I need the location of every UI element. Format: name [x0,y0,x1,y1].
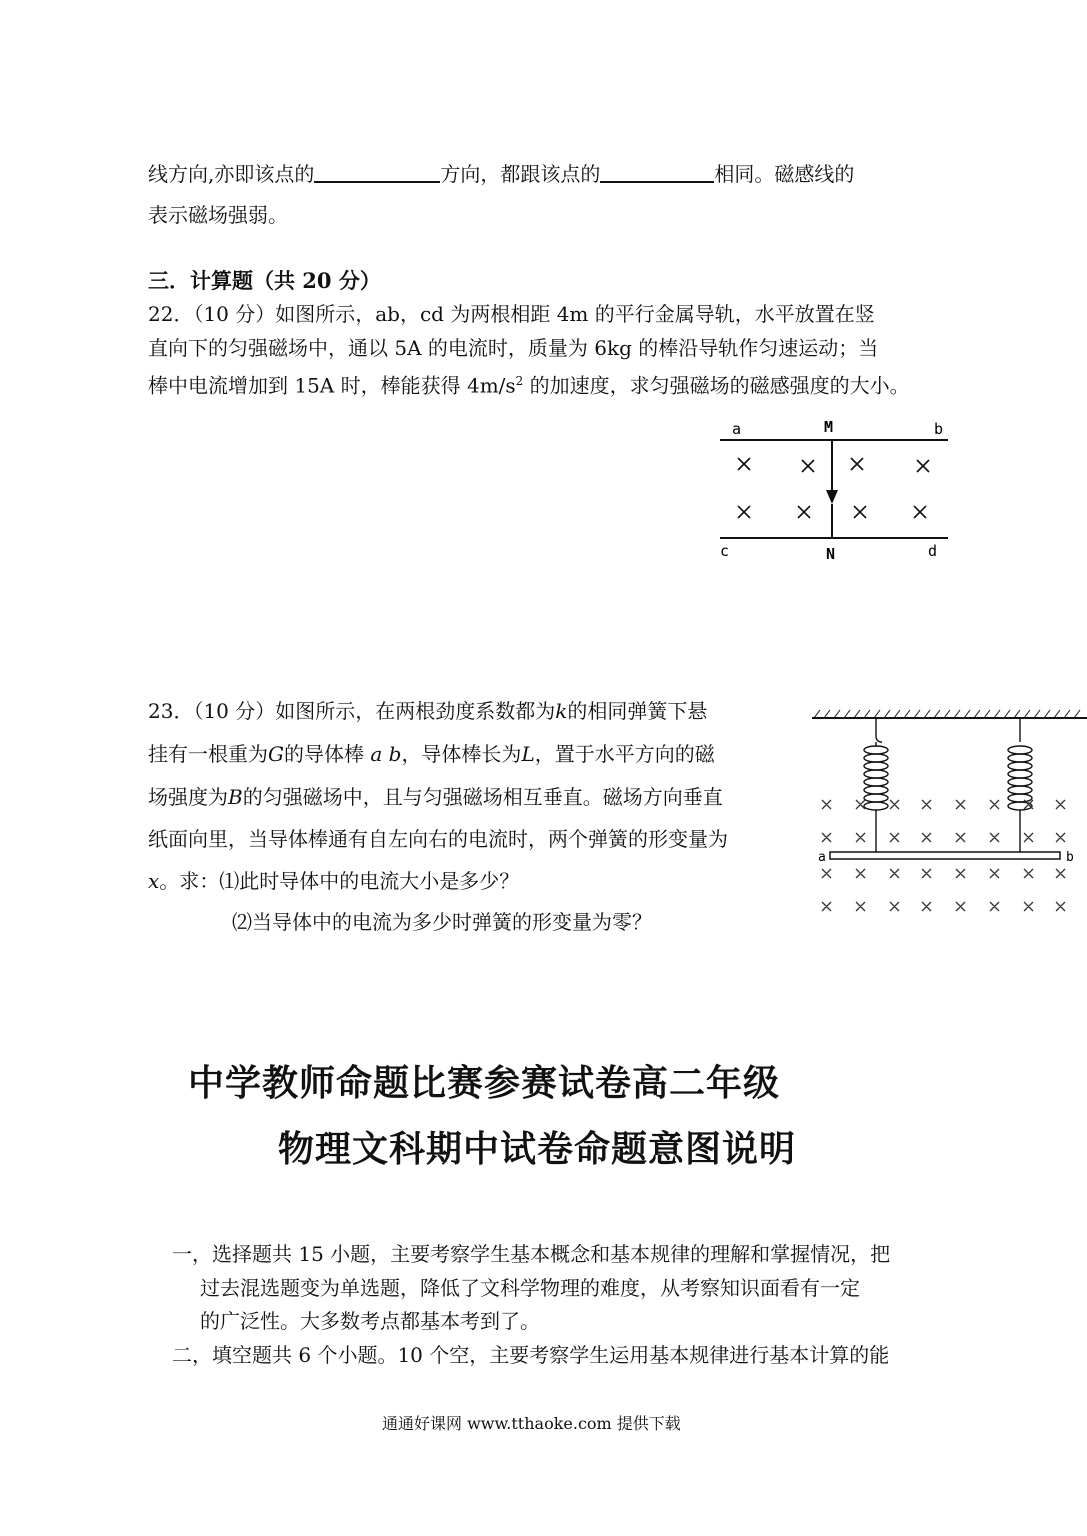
explanation-p1-line-2: 过去混选题变为单选题，降低了文科学物理的难度，从考察知识面看有一定 [200,1276,860,1300]
q23-line-4: 纸面向里，当导体棒通有自左向右的电流时，两个弹簧的形变量为 [148,827,728,851]
q23-line-1 [148,697,707,725]
ceiling-hatching [814,710,1080,718]
section-heading: 三．计算题（共 20 分） [148,268,381,293]
cross-mark [914,506,926,518]
fill-in-text-2: 方向，都跟该点的 [440,162,601,186]
answer-blank-1 [314,161,440,183]
label-b: b [1066,850,1074,865]
q23-text: 的匀强磁场中，且与匀强磁场相互垂直。磁场方向垂直 [242,785,723,809]
q22-line-2: 直向下的匀强磁场中，通以 5A 的电流时，质量为 6kg 的棒沿导轨作匀速运动；当 [148,336,879,360]
q23-text: 场强度为 [148,785,228,809]
var-B: B [228,785,243,809]
superscript: 2 [515,374,524,388]
q22-line-3-text-b: 的加速度，求匀强磁场的磁感强度的大小。 [523,373,910,398]
label-M: M [824,418,834,436]
q22-line-3-text: 棒中电流增加到 15A 时，棒能获得 4m/s [148,373,516,398]
answer-blank-2 [600,161,714,183]
var-L: L [521,742,535,766]
field-cross-marks [738,458,929,518]
page-footer: 通通好课网 www.tthaoke.com 提供下载 [382,1414,681,1433]
q22-rail-figure [710,410,960,570]
q22-line-1: 22．（10 分）如图所示，ab，cd 为两根相距 4m 的平行金属导轨，水平放置在竖 [148,302,875,326]
var-ab: a b [370,742,402,766]
q23-text: 的导体棒 [283,742,364,766]
label-d: d [928,542,938,560]
fill-in-line-1 [148,160,854,188]
explanation-p2-line-1: 二，填空题共 6 个小题。10 个空，主要考察学生运用基本规律进行基本计算的能 [172,1343,890,1367]
q23-text: 挂有一根重为 [148,742,268,766]
explanation-p1-line-3: 的广泛性。大多数考点都基本考到了。 [200,1309,540,1333]
q23-line-3 [148,783,723,811]
cross-mark [798,506,810,518]
var-G: G [268,742,284,766]
q23-spring-figure [810,706,1087,926]
fill-in-line-2: 表示磁场强弱。 [148,203,288,227]
spring-right-icon [1008,718,1032,852]
cross-mark [738,506,750,518]
q23-text: 23．（10 分）如图所示，在两根劲度系数都为 [148,699,556,723]
var-k: k [555,699,568,723]
q23-line-5 [148,867,519,895]
cross-mark [851,458,863,470]
cross-mark [917,460,929,472]
label-b: b [934,420,944,438]
q23-text: ，导体棒长为 [401,742,522,766]
q23-text: 的相同弹簧下悬 [567,699,708,723]
explanation-p1-line-1: 一，选择题共 15 小题，主要考察学生基本概念和基本规律的理解和掌握情况，把 [172,1242,891,1266]
spring-left-icon [864,718,888,852]
cross-mark [854,506,866,518]
cross-mark [802,460,814,472]
current-arrow-icon [826,490,838,504]
fill-in-text-1: 线方向,亦即该点的 [148,162,315,186]
cross-mark [738,458,750,470]
fill-in-text-3: 相同。磁感线的 [714,162,855,186]
label-N: N [826,545,836,563]
label-c: c [720,542,730,560]
label-a: a [732,420,742,438]
var-x: x [148,869,160,893]
title-line-1: 中学教师命题比赛参赛试卷高二年级 [188,1062,781,1104]
q23-text: 。求：⑴此时导体中的电流大小是多少？ [159,869,520,893]
title-line-2: 物理文科期中试卷命题意图说明 [278,1128,797,1170]
q23-line-6: ⑵当导体中的电流为多少时弹簧的形变量为零？ [232,910,652,934]
q23-line-2 [148,740,715,768]
q23-text: ，置于水平方向的磁 [534,742,715,766]
label-a: a [818,850,826,865]
q22-line-3 [148,367,910,400]
conductor-bar [830,852,1060,859]
